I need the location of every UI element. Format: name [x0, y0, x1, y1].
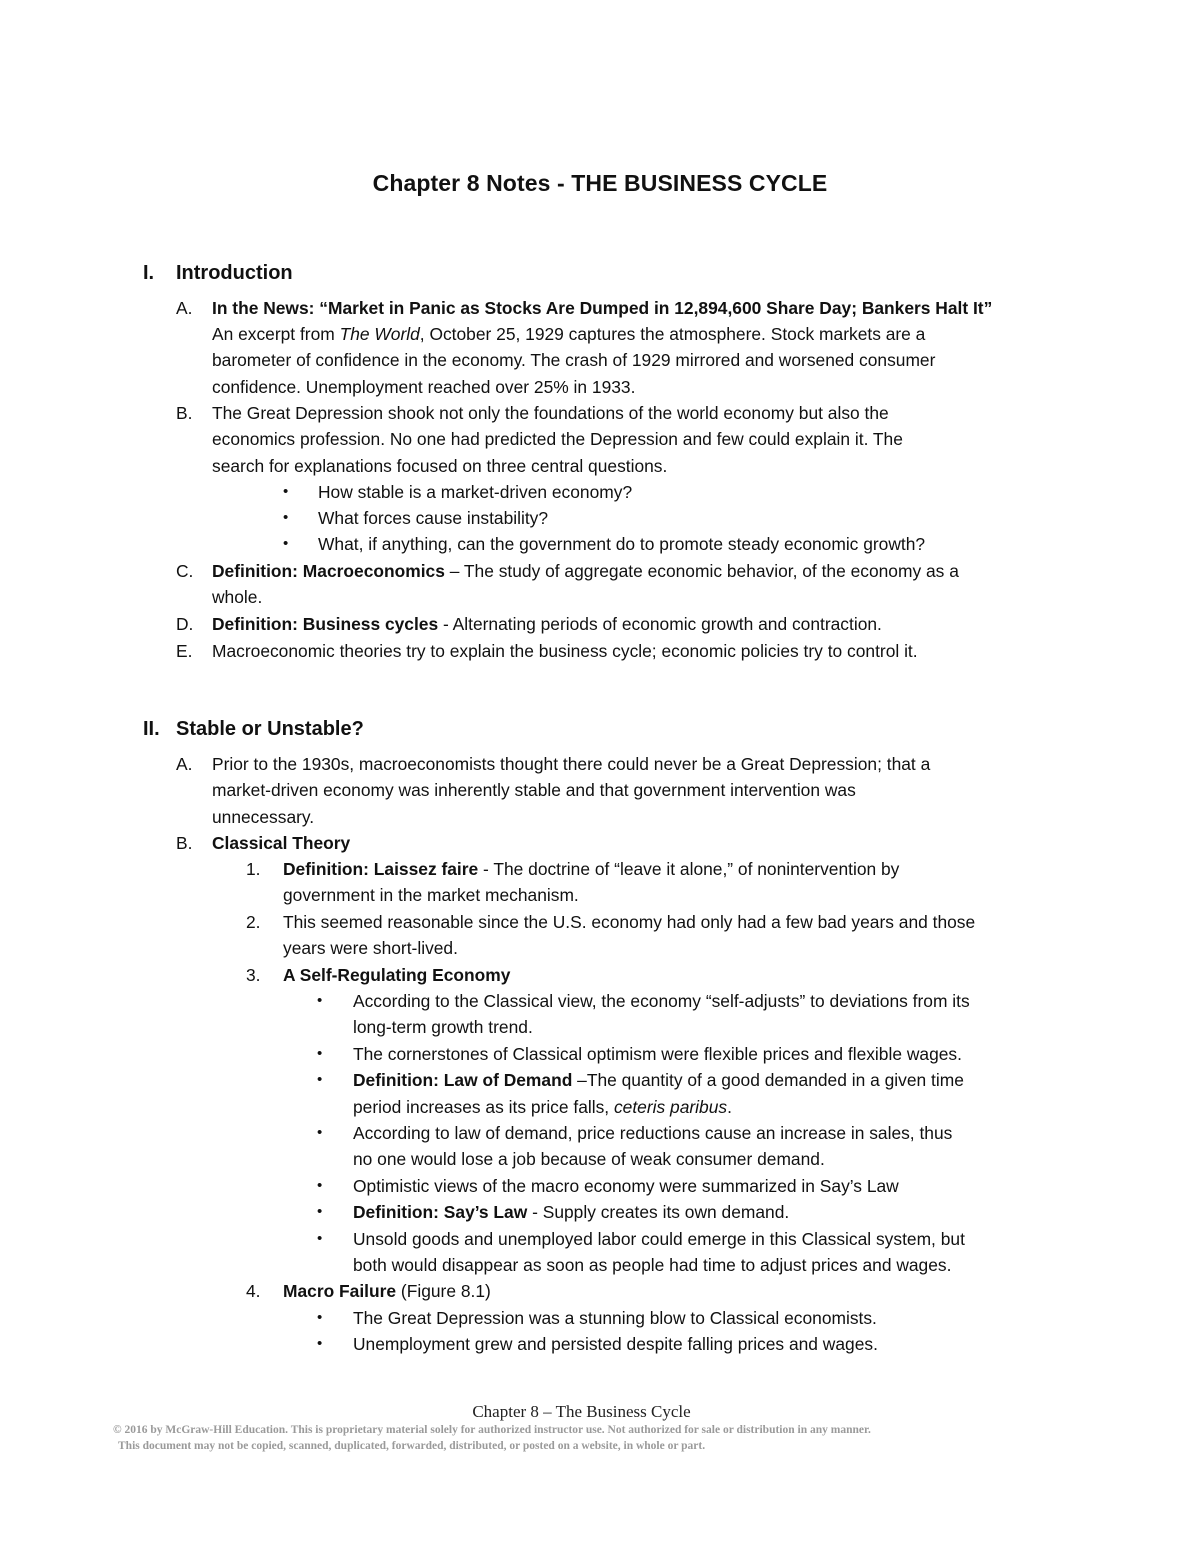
list-item-continuation: both would disappear as soon as people had time to adjust prices and wages.	[353, 1255, 952, 1275]
bullet-icon: •	[317, 1203, 323, 1220]
list-item: According to the Classical view, the economy “self-adjusts” to deviations from its	[353, 991, 970, 1011]
list-item-continuation: period increases as its price falls, ceteris paribus.	[353, 1097, 732, 1117]
item-2a-line-3: unnecessary.	[212, 807, 315, 827]
section-2-heading	[143, 718, 364, 741]
item-2a-line-1: Prior to the 1930s, macroeconomists thought there could never be a Great Depression; that a	[212, 754, 931, 774]
list-item: The cornerstones of Classical optimism were flexible prices and flexible wages.	[353, 1044, 962, 1064]
section-2-title: Stable or Unstable?	[176, 718, 364, 740]
bullet-icon: •	[317, 1124, 323, 1141]
bullet-icon: •	[317, 1335, 323, 1352]
item-label: E.	[176, 641, 193, 661]
bullet-icon: •	[317, 1230, 323, 1247]
document-title: Chapter 8 Notes - THE BUSINESS CYCLE	[372, 170, 828, 196]
item-1d-line-1: Definition: Business cycles - Alternating periods of economic growth and contraction.	[212, 614, 882, 634]
list-item: What forces cause instability?	[318, 508, 549, 528]
item-1a-line-3: barometer of confidence in the economy. The crash of 1929 mirrored and worsened consumer	[212, 350, 936, 370]
item-2a-line-2: market-driven economy was inherently stable and that government intervention was	[212, 780, 856, 800]
item-label: 3.	[246, 965, 261, 985]
bullet-icon: •	[317, 992, 323, 1009]
list-item: Unsold goods and unemployed labor could emerge in this Classical system, but	[353, 1229, 965, 1249]
list-item: Unemployment grew and persisted despite falling prices and wages.	[353, 1334, 878, 1354]
list-item: Optimistic views of the macro economy were summarized in Say’s Law	[353, 1176, 899, 1196]
section-1-heading	[143, 262, 293, 285]
item-label: C.	[176, 561, 194, 581]
section-1-number: I.	[143, 262, 155, 284]
item-label: 2.	[246, 912, 261, 932]
list-item: Definition: Law of Demand –The quantity of a good demanded in a given time	[353, 1070, 964, 1090]
item-label: B.	[176, 403, 193, 423]
item-label: A.	[176, 754, 193, 774]
item-1a-line-4: confidence. Unemployment reached over 25% in 1933.	[212, 377, 636, 397]
item-label: B.	[176, 833, 193, 853]
bullet-icon: •	[283, 483, 289, 500]
item-1a-line-1: In the News: “Market in Panic as Stocks Are Dumped in 12,894,600 Share Day; Bankers Halt It”	[212, 298, 993, 318]
item-label: 1.	[246, 859, 261, 879]
item-1c-line-1: Definition: Macroeconomics – The study of aggregate economic behavior, of the economy as a	[212, 561, 959, 581]
bullet-icon: •	[283, 535, 289, 552]
item-2b2-line-1: This seemed reasonable since the U.S. economy had only had a few bad years and those	[283, 912, 976, 932]
section-1-title: Introduction	[176, 262, 293, 284]
list-item: What, if anything, can the government do to promote steady economic growth?	[318, 534, 926, 554]
item-2b2-line-2: years were short-lived.	[283, 938, 458, 958]
bullet-icon: •	[317, 1309, 323, 1326]
bullet-icon: •	[283, 509, 289, 526]
item-1e-line-1: Macroeconomic theories try to explain the business cycle; economic policies try to control it.	[212, 641, 918, 661]
list-item: The Great Depression was a stunning blow to Classical economists.	[353, 1308, 877, 1328]
section-2-number: II.	[143, 718, 160, 740]
item-1c-line-2: whole.	[212, 587, 263, 607]
item-label: 4.	[246, 1281, 261, 1301]
footer-copyright: © 2016 by McGraw-Hill Education. This is proprietary material solely for authorized instructor use. Not authorized for sale or distribution in any manner.	[113, 1424, 871, 1436]
item-1b-line-2: economics profession. No one had predicted the Depression and few could explain it. The	[212, 429, 903, 449]
item-2b1-line-2: government in the market mechanism.	[283, 885, 579, 905]
list-item-continuation: no one would lose a job because of weak consumer demand.	[353, 1149, 825, 1169]
list-item: Definition: Say’s Law - Supply creates its own demand.	[353, 1202, 790, 1222]
bullet-icon: •	[317, 1071, 323, 1088]
item-2b3-heading: A Self-Regulating Economy	[283, 965, 511, 985]
item-1a-line-2: An excerpt from The World, October 25, 1929 captures the atmosphere. Stock markets are a	[212, 324, 926, 344]
list-item-continuation: long-term growth trend.	[353, 1017, 533, 1037]
footer-title: Chapter 8 – The Business Cycle	[472, 1402, 691, 1421]
item-1b-line-1: The Great Depression shook not only the foundations of the world economy but also the	[212, 403, 889, 423]
footer-notice: This document may not be copied, scanned, duplicated, forwarded, distributed, or posted on a website, in whole or part.	[118, 1440, 706, 1452]
bullet-icon: •	[317, 1177, 323, 1194]
item-2b1-line-1: Definition: Laissez faire - The doctrine of “leave it alone,” of nonintervention by	[283, 859, 900, 879]
item-2b-heading: Classical Theory	[212, 833, 351, 853]
item-label: D.	[176, 614, 194, 634]
list-item: How stable is a market-driven economy?	[318, 482, 633, 502]
item-2b4-heading: Macro Failure (Figure 8.1)	[283, 1281, 491, 1301]
item-1b-line-3: search for explanations focused on three central questions.	[212, 456, 668, 476]
list-item: According to law of demand, price reductions cause an increase in sales, thus	[353, 1123, 953, 1143]
bullet-icon: •	[317, 1045, 323, 1062]
item-label: A.	[176, 298, 193, 318]
